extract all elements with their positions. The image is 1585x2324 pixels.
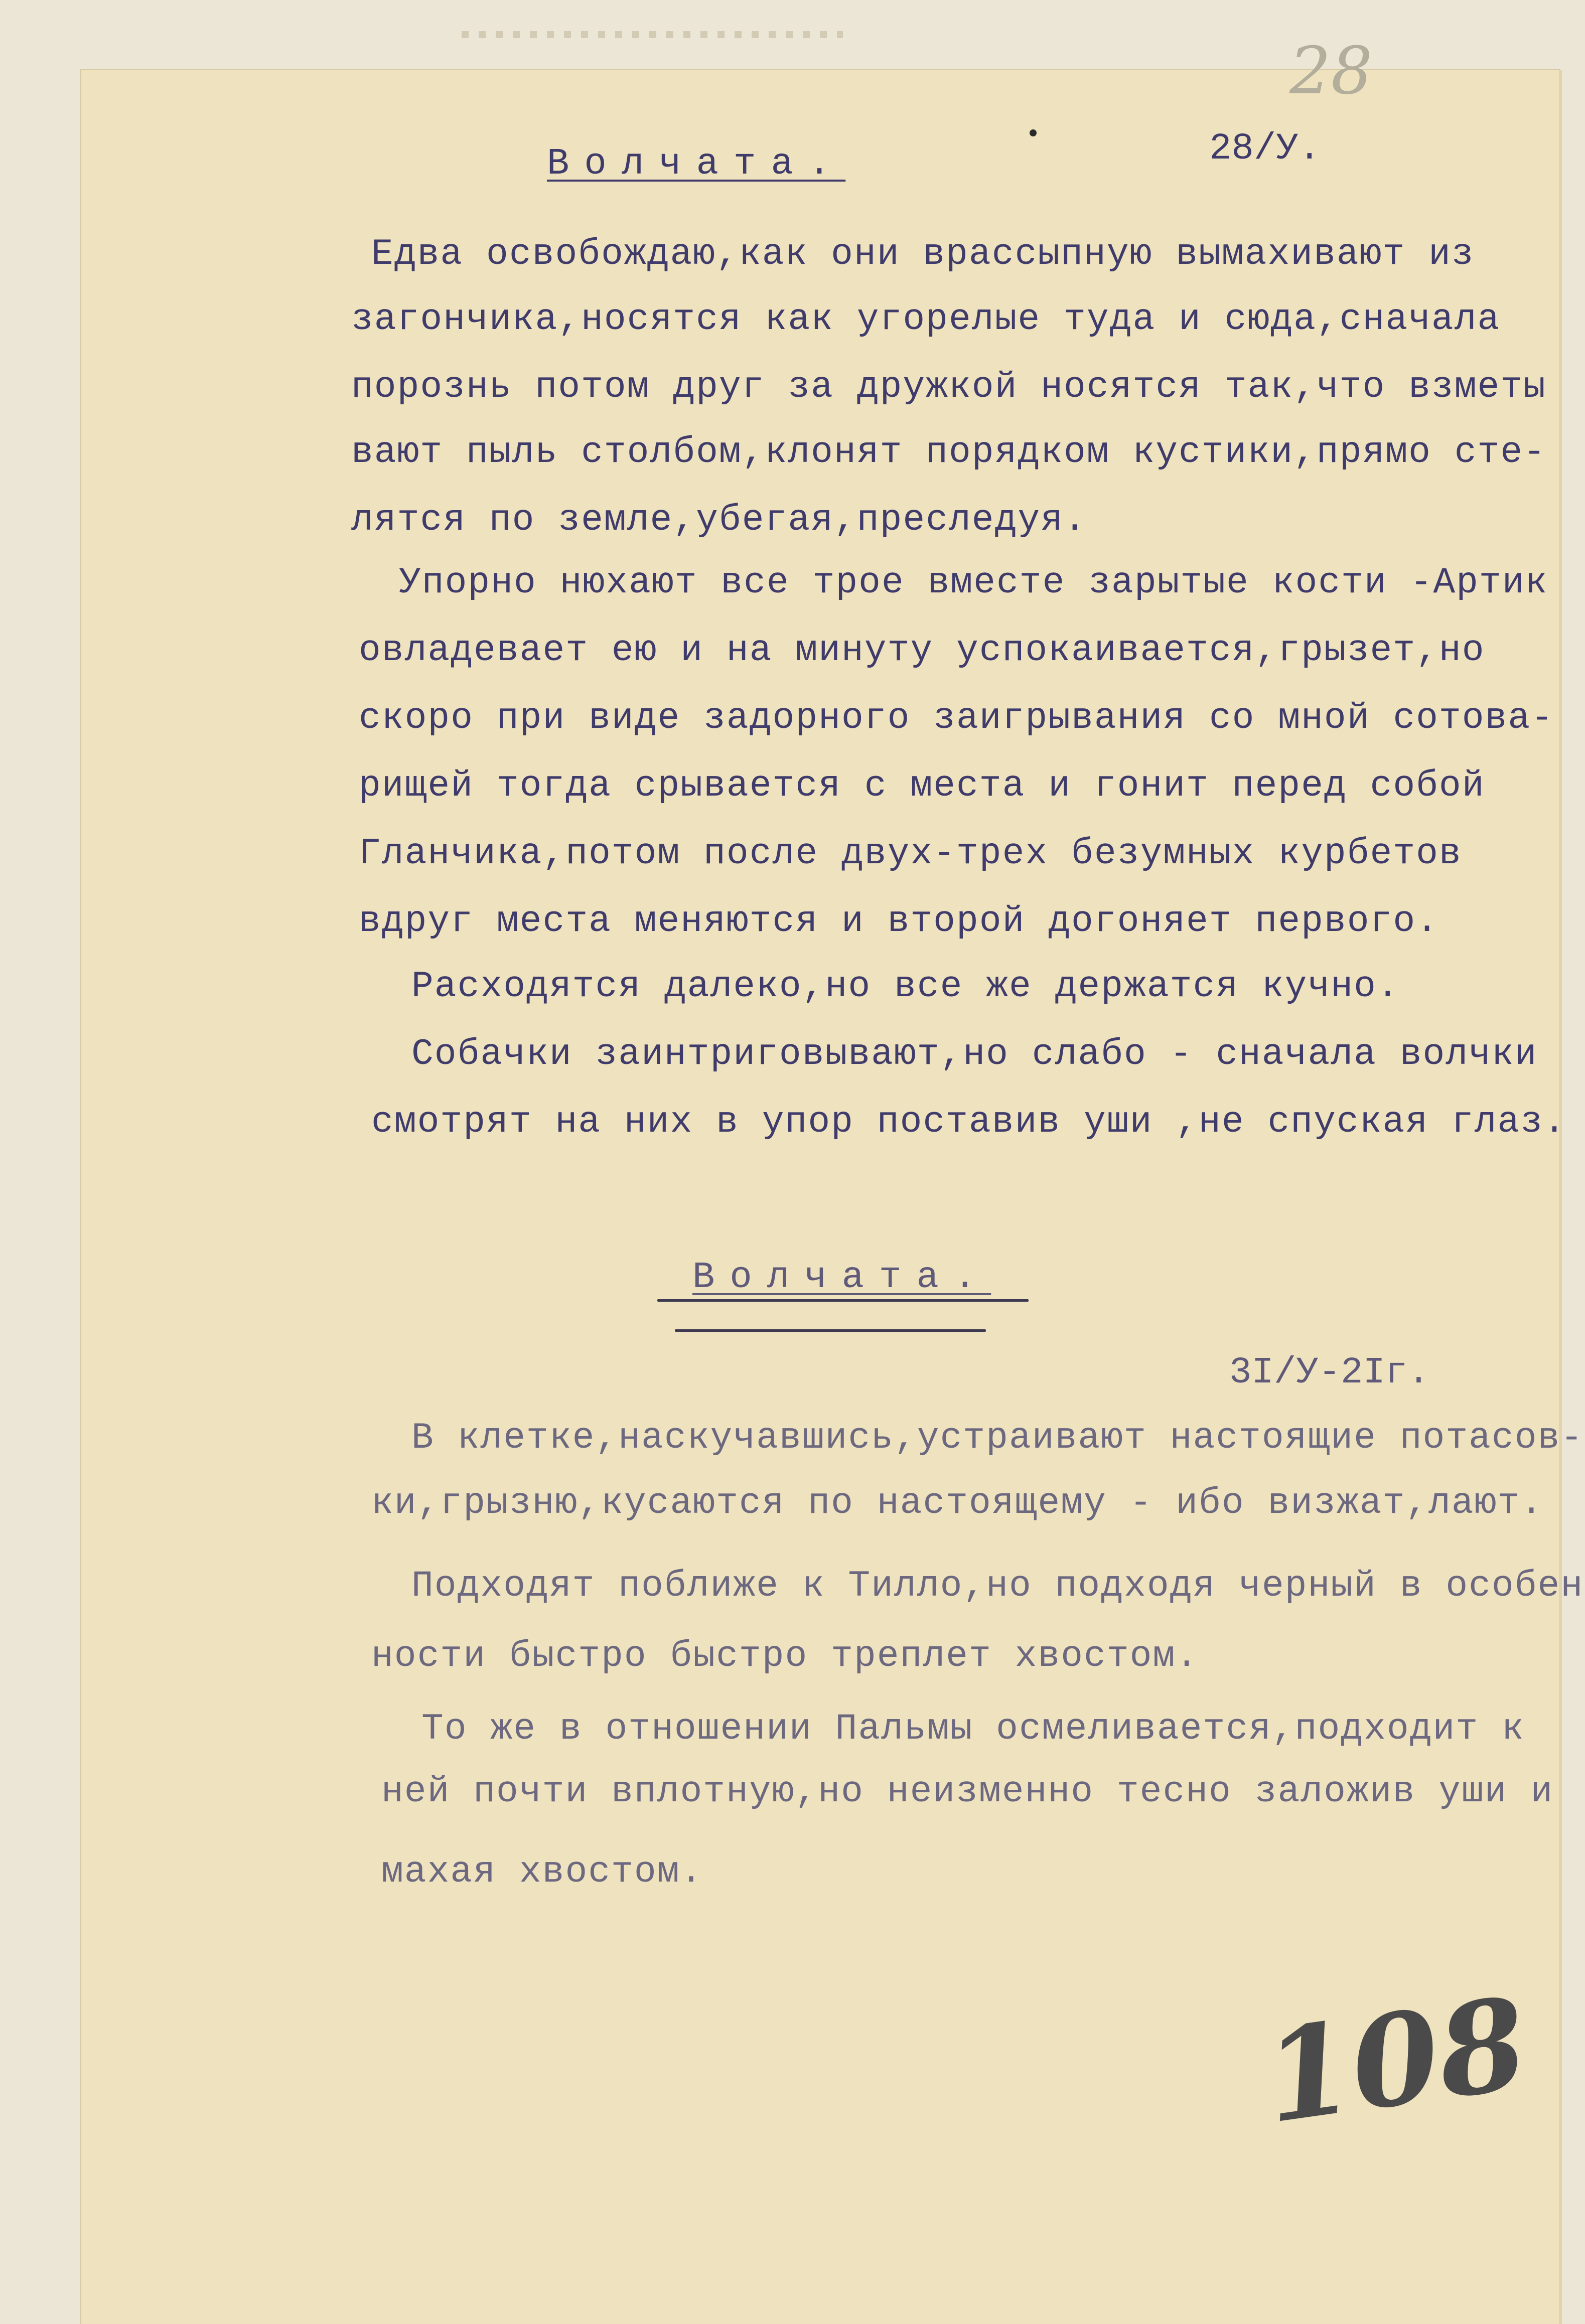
text-line: рищей тогда срывается с места и гонит перед собой <box>359 765 1485 807</box>
text-line: ней почти вплотную,но неизменно тесно заложив уши и <box>381 1771 1554 1812</box>
text-line: загончика,носятся как угорелые туда и сюда,сначала <box>351 298 1501 340</box>
section-1-title: Волчата. <box>547 143 846 185</box>
text-line: То же в отношении Пальмы осмеливается,подходит к <box>421 1708 1525 1750</box>
text-line: вдруг места меняются и второй догоняет первого. <box>359 900 1439 942</box>
text-line: Собачки заинтриговывают,но слабо - сначала волчки <box>411 1033 1538 1075</box>
text-line: порознь потом друг за дружкой носятся так,что взметы <box>351 366 1546 408</box>
text-line: Едва освобождаю,как они врассыпную вымахивают из <box>371 233 1475 275</box>
text-line: ки,грызню,кусаются по настоящему - ибо визжат,лают. <box>371 1482 1544 1524</box>
title-double-rule <box>675 1329 986 1332</box>
text-line: овладевает ею и на минуту успокаивается,грызет,но <box>359 630 1485 671</box>
text-line: Гланчика,потом после двух-трех безумных курбетов <box>359 833 1462 874</box>
folio-number-top: 28 <box>1289 33 1373 109</box>
document-page <box>81 70 1559 2324</box>
text-line: лятся по земле,убегая,преследуя. <box>351 499 1087 541</box>
text-line: скоро при виде задорного заигрывания со мной сотова- <box>359 697 1554 739</box>
text-line: махая хвостом. <box>381 1851 703 1893</box>
section-2-date: 3I/У-2Iг. <box>1229 1352 1430 1394</box>
faint-stamp-mark <box>462 31 843 38</box>
text-line: Упорно нюхают все трое вместе зарытые кости -Артик <box>399 562 1548 603</box>
text-line: смотрят на них в упор поставив уши ,не спуская глаз. <box>371 1101 1566 1143</box>
ink-dot <box>1030 129 1037 136</box>
text-line: ности быстро быстро треплет хвостом. <box>371 1635 1199 1677</box>
section-2-title: Волчата. <box>692 1257 991 1299</box>
text-line: вают пыль столбом,клонят порядком кустики,прямо сте- <box>351 431 1546 473</box>
folio-number-bottom: 108 <box>1255 1969 1535 2151</box>
text-line: Подходят поближе к Тилло,но подходя черный в особен <box>411 1565 1584 1607</box>
text-line: Расходятся далеко,но все же держатся кучно. <box>411 966 1400 1007</box>
title-underline-rule <box>657 1299 1029 1302</box>
text-line: В клетке,наскучавшись,устраивают настоящие потасов- <box>411 1417 1584 1459</box>
section-1-date: 28/У. <box>1209 128 1321 170</box>
